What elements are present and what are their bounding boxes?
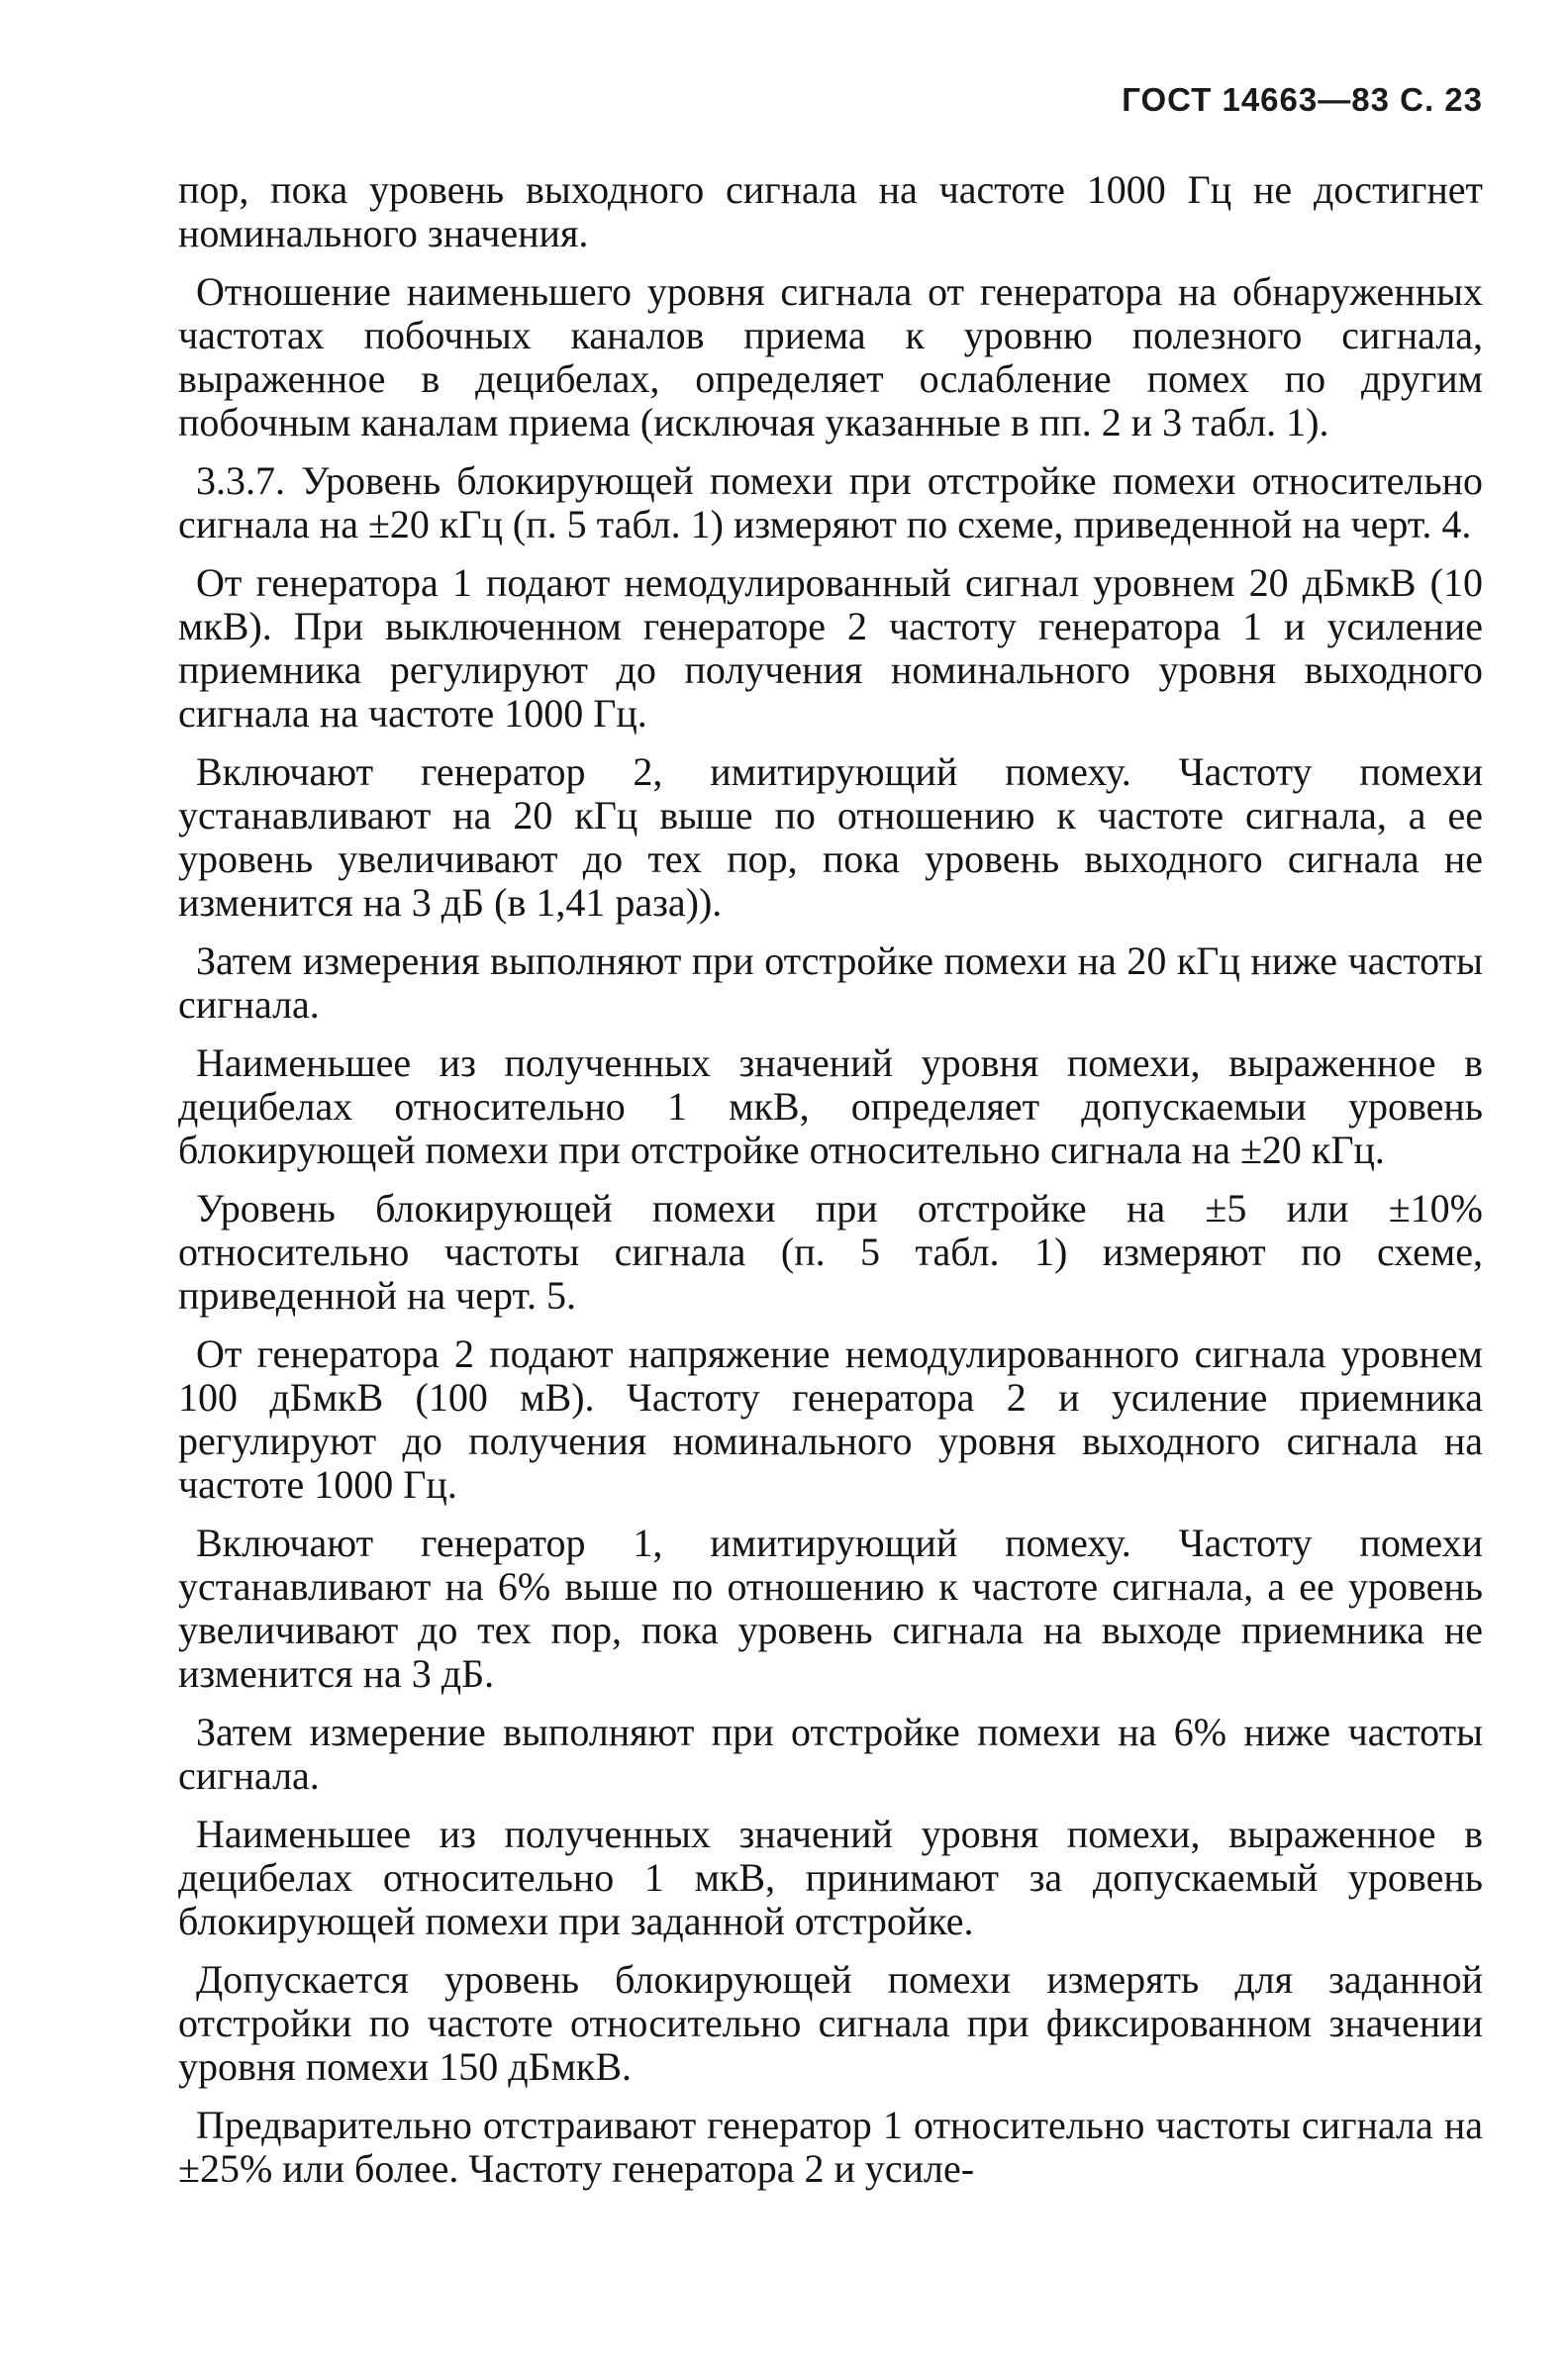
paragraph-minimum-level-20khz: Наименьшее из полученных значений уровня помехи, выраженное в децибелах относительно 1 мкВ, определяет допускаемыи уровень блокирующей помехи при отстройке относительно сигнала на ±20 кГц. [178,1040,1483,1172]
paragraph-continuation: пор, пока уровень выходного сигнала на частоте 1000 Гц не достигнет номинального значения. [178,167,1483,255]
paragraph-fixed-level-option: Допускается уровень блокирующей помехи измерять для заданной отстройки по частоте относительно сигнала при фиксированном значении уровня помехи 150 дБмкВ. [178,1957,1483,2089]
paragraph-generator-2-on: Включают генератор 2, имитирующий помеху. Частоту помехи устанавливают на 20 кГц выше по отношению к частоте сигнала, а ее уровень увеличивают до тех пор, пока уровень выходного сигнала не изменится на 3 дБ (в 1,41 раза)). [178,749,1483,925]
paragraph-preliminary-detune: Предварительно отстраивают генератор 1 относительно частоты сигнала на ±25% или более. Частоту генератора 2 и усиле- [178,2103,1483,2191]
paragraph-generator-1-setup: От генератора 1 подают немодулированный сигнал уровнем 20 дБмкВ (10 мкВ). При выключенном генераторе 2 частоту генератора 1 и усиление приемника регулируют до получения номинального уровня выходного сигнала на частоте 1000 Гц. [178,560,1483,736]
paragraph-blocking-5-10-percent: Уровень блокирующей помехи при отстройке на ±5 или ±10% относительно частоты сигнала (п. 5 табл. 1) измеряют по схеме, приведенной на черт. 5. [178,1186,1483,1318]
paragraph-generator-1-on: Включают генератор 1, имитирующий помеху. Частоту помехи устанавливают на 6% выше по отношению к частоте сигнала, а ее уровень увеличивают до тех пор, пока уровень сигнала на выходе приемника не изменится на 3 дБ. [178,1521,1483,1696]
paragraph-minimum-level-offset: Наименьшее из полученных значений уровня помехи, выраженное в децибелах относительно 1 мкВ, принимают за допускаемый уровень блокирующей помехи при заданной отстройке. [178,1812,1483,1943]
paragraph-below-frequency: Затем измерения выполняют при отстройке помехи на 20 кГц ниже частоты сигнала. [178,938,1483,1027]
body-text [178,168,1483,2206]
paragraph-below-6-percent: Затем измерение выполняют при отстройке помехи на 6% ниже частоты сигнала. [178,1710,1483,1798]
paragraph-spurious-channels: Отношение наименьшего уровня сигнала от генератора на обнаруженных частотах побочных каналов приема к уровню полезного сигнала, выраженное в децибелах, определяет ослабление помех по другим побочным каналам приема (исключая указанные в пп. 2 и 3 табл. 1). [178,269,1483,444]
paragraph-generator-2-setup: От генератора 2 подают напряжение немодулированного сигнала уровнем 100 дБмкВ (100 мВ). Частоту генератора 2 и усиление приемника регулируют до получения номинального уровня выходного сигнала на частоте 1000 Гц. [178,1331,1483,1507]
page-header-standard: ГОСТ 14663—83 С. 23 [1122,81,1483,118]
paragraph-clause-3-3-7: 3.3.7. Уровень блокирующей помехи при отстройке помехи относительно сигнала на ±20 кГц (п. 5 табл. 1) измеряют по схеме, приведенной на черт. 4. [178,458,1483,546]
